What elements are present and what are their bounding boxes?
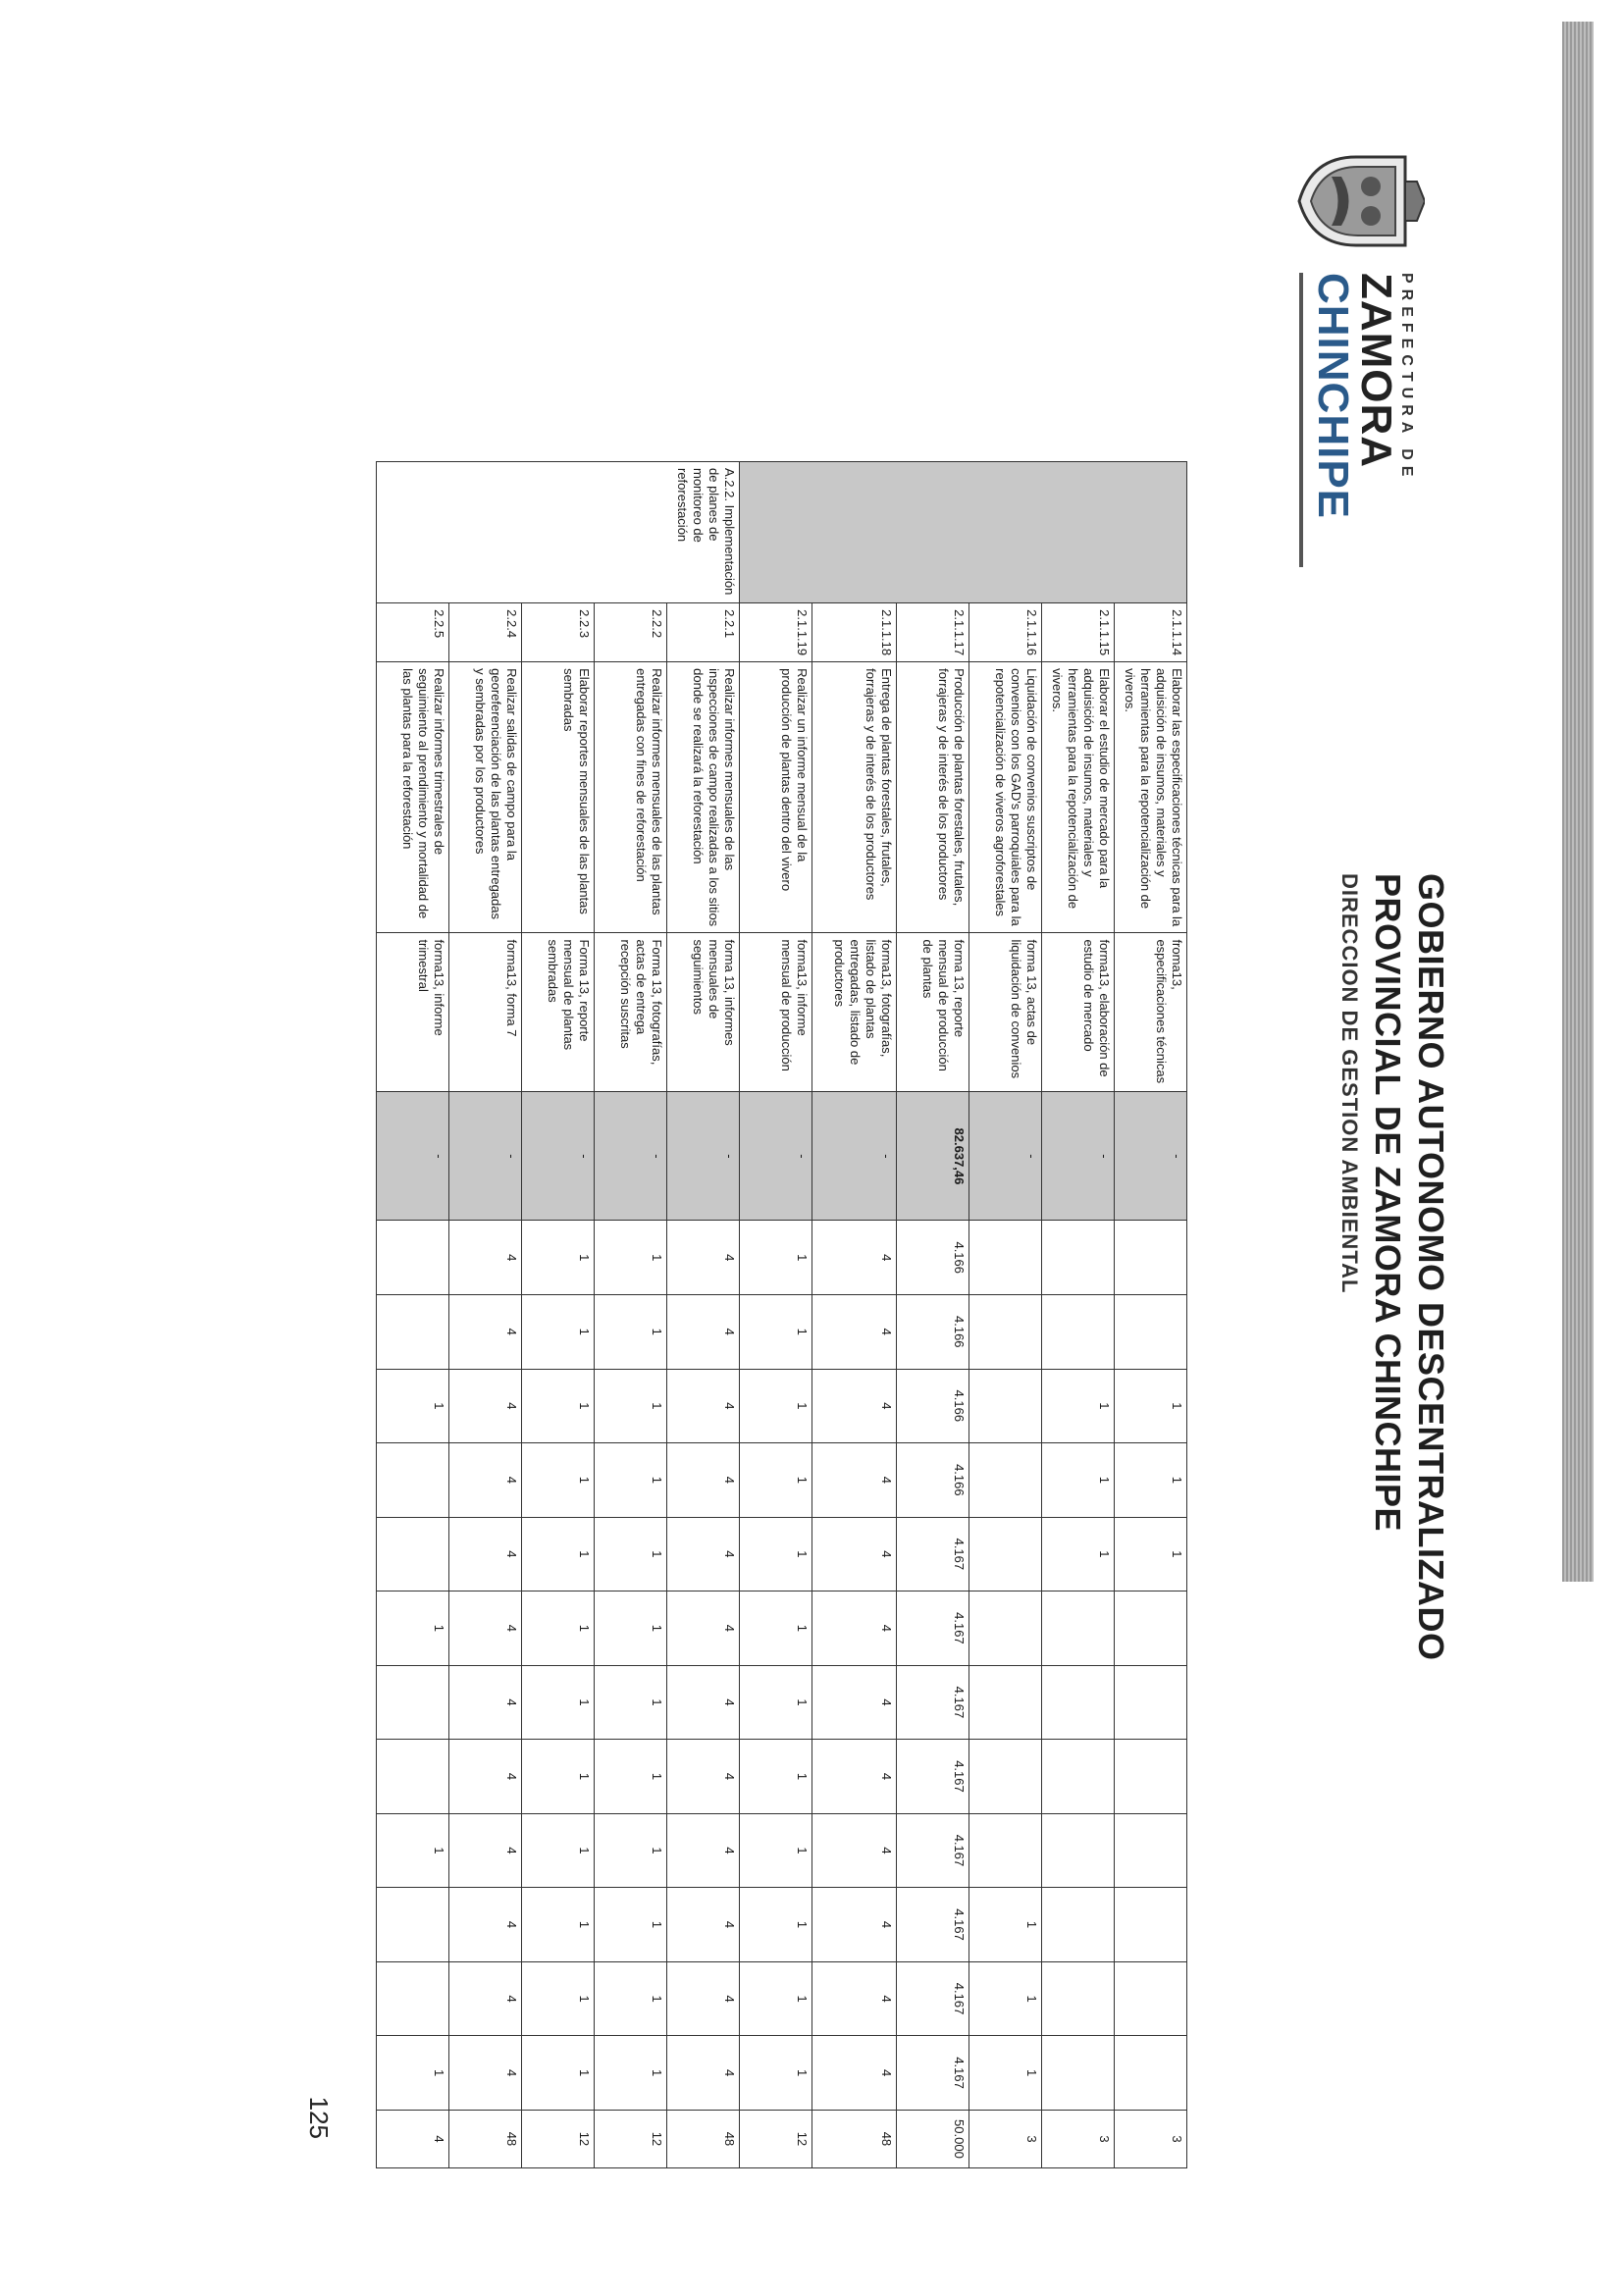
component-gray-cell [740, 462, 1187, 603]
budget-cell: - [812, 1092, 897, 1221]
budget-cell: - [449, 1092, 522, 1221]
month-cell: 4 [812, 1888, 897, 1962]
month-cell: 4.167 [897, 1961, 969, 2036]
month-cell: 4 [449, 2036, 522, 2111]
subtitle: DIRECCION DE GESTION AMBIENTAL [1337, 873, 1362, 1294]
activity-description: Elaborar el estudio de mercado para la adquisición de insumos, materiales y herramientas para la repotencialización de viveros. [1042, 662, 1115, 933]
month-cell [377, 1740, 449, 1814]
month-cell: 1 [522, 1888, 595, 1962]
month-cell: 4 [812, 1443, 897, 1518]
month-cell: 1 [740, 1961, 812, 2036]
verification-means: Forma 13, fotografías, actas de entrega recepción suscritas [595, 933, 667, 1092]
activity-code: 2.2.4 [449, 603, 522, 662]
total-cell: 12 [522, 2110, 595, 2167]
month-cell [377, 1517, 449, 1592]
month-cell: 1 [1042, 1443, 1115, 1518]
month-cell [1042, 1221, 1115, 1295]
month-cell: 1 [740, 1665, 812, 1740]
budget-cell: 82.637,46 [897, 1092, 969, 1221]
month-cell: 4 [667, 1740, 740, 1814]
total-cell: 48 [449, 2110, 522, 2167]
month-cell: 1 [1042, 1369, 1115, 1443]
activity-description: Elaborar reportes mensuales de las plantas sembradas [522, 662, 595, 933]
verification-means: Forma 13, reporte mensual de plantas sembradas [522, 933, 595, 1092]
activity-description: Realizar un informe mensual de la producción de plantas dentro del vivero [740, 662, 812, 933]
month-cell: 4 [812, 1369, 897, 1443]
activity-code: 2.2.5 [377, 603, 449, 662]
month-cell [1042, 1740, 1115, 1814]
month-cell: 1 [740, 1295, 812, 1370]
month-cell: 1 [522, 1295, 595, 1370]
total-cell: 50.000 [897, 2110, 969, 2167]
month-cell: 4 [449, 1295, 522, 1370]
month-cell: 4 [449, 1221, 522, 1295]
month-cell [377, 1295, 449, 1370]
activity-code: 2.2.1 [667, 603, 740, 662]
month-cell: 4 [667, 1221, 740, 1295]
activity-description: Producción de plantas forestales, frutales, forrajeras y de interés de los productores [897, 662, 969, 933]
month-cell: 4.167 [897, 1665, 969, 1740]
budget-cell: - [740, 1092, 812, 1221]
month-cell [1042, 1961, 1115, 2036]
month-cell [1115, 1295, 1187, 1370]
total-cell: 48 [812, 2110, 897, 2167]
verification-means: forma13, elaboración de estudio de mercado [1042, 933, 1115, 1092]
month-cell: 1 [595, 2036, 667, 2111]
prefectura-logo [1248, 147, 1464, 520]
total-cell: 3 [1042, 2110, 1115, 2167]
month-cell: 1 [969, 2036, 1042, 2111]
activity-code: 2.2.3 [522, 603, 595, 662]
activity-code: 2.1.1.17 [897, 603, 969, 662]
month-cell: 1 [522, 1221, 595, 1295]
month-cell [969, 1665, 1042, 1740]
verification-means: froma13, especificaciones técnicas [1115, 933, 1187, 1092]
month-cell: 1 [740, 1888, 812, 1962]
coat-of-arms-icon [1297, 147, 1425, 255]
month-cell [969, 1592, 1042, 1666]
month-cell: 4 [449, 1888, 522, 1962]
month-cell: 4 [449, 1813, 522, 1888]
month-cell: 1 [740, 1221, 812, 1295]
total-cell: 4 [377, 2110, 449, 2167]
total-cell: 12 [595, 2110, 667, 2167]
month-cell: 4.166 [897, 1443, 969, 1518]
month-cell: 1 [595, 1369, 667, 1443]
month-cell: 4 [667, 1888, 740, 1962]
logo-rule [1299, 273, 1303, 567]
month-cell [969, 1740, 1042, 1814]
month-cell: 4 [812, 1295, 897, 1370]
budget-cell: - [667, 1092, 740, 1221]
month-cell: 1 [377, 1813, 449, 1888]
month-cell: 1 [522, 1369, 595, 1443]
logo-line2: CHINCHIPE [1309, 273, 1357, 520]
month-cell: 1 [522, 1813, 595, 1888]
activity-description: Entrega de plantas forestales, frutales, forrajeras y de interés de los productores [812, 662, 897, 933]
month-cell: 1 [595, 1665, 667, 1740]
month-cell [1115, 1592, 1187, 1666]
verification-means: forma 13, informes mensuales de seguimientos [667, 933, 740, 1092]
page-number: 125 [304, 2096, 334, 2139]
activity-description: Realizar informes trimestrales de seguimiento al prendimiento y mortalidad de las plantas para la reforestación [377, 662, 449, 933]
verification-means: forma 13, actas de liquidación de convenios [969, 933, 1042, 1092]
month-cell: 1 [522, 1665, 595, 1740]
month-cell: 1 [740, 1517, 812, 1592]
total-cell: 48 [667, 2110, 740, 2167]
activity-description: Realizar informes mensuales de las plantas entregadas con fines de reforestación [595, 662, 667, 933]
month-cell [1042, 1813, 1115, 1888]
month-cell: 1 [522, 1740, 595, 1814]
budget-cell: - [1042, 1092, 1115, 1221]
month-cell: 1 [595, 1813, 667, 1888]
month-cell: 1 [1115, 1369, 1187, 1443]
month-cell [1115, 1740, 1187, 1814]
activity-code: 2.1.1.18 [812, 603, 897, 662]
table-row [377, 462, 449, 2168]
month-cell: 4 [449, 1592, 522, 1666]
title-line1: GOBIERNO AUTONOMO DESCENTRALIZADO [1411, 873, 1451, 1661]
month-cell: 1 [740, 1813, 812, 1888]
month-cell: 4 [812, 1740, 897, 1814]
month-cell [377, 1221, 449, 1295]
month-cell: 1 [377, 2036, 449, 2111]
month-cell: 1 [522, 2036, 595, 2111]
month-cell [1115, 1813, 1187, 1888]
logo-prefix: PREFECTURA DE [1398, 273, 1415, 483]
month-cell: 4 [667, 1295, 740, 1370]
activity-code: 2.2.2 [595, 603, 667, 662]
month-cell: 4 [812, 1592, 897, 1666]
activity-code: 2.1.1.14 [1115, 603, 1187, 662]
month-cell: 4 [449, 1369, 522, 1443]
month-cell: 1 [595, 1295, 667, 1370]
month-cell: 4 [667, 1665, 740, 1740]
component-label: A.2.2. Implementación de planes de monitoreo de reforestación [377, 462, 740, 603]
month-cell: 1 [595, 1961, 667, 2036]
month-cell: 1 [740, 1592, 812, 1666]
activity-description: Elaborar las especificaciones técnicas para la adquisición de insumos, materiales y herramientas para la repotencialización de viveros. [1115, 662, 1187, 933]
table-row [667, 462, 740, 2168]
document-titles [1336, 873, 1452, 2149]
month-cell: 4 [667, 1369, 740, 1443]
month-cell: 4 [449, 1517, 522, 1592]
budget-cell: - [522, 1092, 595, 1221]
month-cell: 4 [449, 1961, 522, 2036]
month-cell: 4.167 [897, 1888, 969, 1962]
month-cell [1115, 1961, 1187, 2036]
month-cell: 1 [969, 1961, 1042, 2036]
month-cell: 4.167 [897, 1813, 969, 1888]
month-cell: 1 [1042, 1517, 1115, 1592]
month-cell: 1 [1115, 1443, 1187, 1518]
activity-code: 2.1.1.15 [1042, 603, 1115, 662]
verification-means: forma13, informe mensual de producción [740, 933, 812, 1092]
month-cell: 1 [522, 1517, 595, 1592]
month-cell: 4.167 [897, 1740, 969, 1814]
month-cell [1115, 1888, 1187, 1962]
month-cell: 4 [667, 1443, 740, 1518]
month-cell: 4 [667, 1813, 740, 1888]
verification-means: forma13, forma 7 [449, 933, 522, 1092]
month-cell [377, 1443, 449, 1518]
logo-line1: ZAMORA [1352, 273, 1400, 469]
month-cell: 1 [595, 1443, 667, 1518]
month-cell [1042, 1592, 1115, 1666]
month-cell: 4.166 [897, 1295, 969, 1370]
month-cell: 4.167 [897, 2036, 969, 2111]
month-cell [1115, 1665, 1187, 1740]
activity-table [376, 461, 1187, 2168]
month-cell [1042, 2036, 1115, 2111]
month-cell: 1 [595, 1888, 667, 1962]
table-row [595, 462, 667, 2168]
month-cell: 4.166 [897, 1221, 969, 1295]
month-cell: 1 [377, 1592, 449, 1666]
month-cell: 4 [449, 1665, 522, 1740]
scanner-edge-bar [1562, 22, 1594, 1582]
month-cell: 4 [812, 2036, 897, 2111]
month-cell [1042, 1295, 1115, 1370]
month-cell: 1 [595, 1592, 667, 1666]
month-cell [1115, 1221, 1187, 1295]
month-cell [377, 1665, 449, 1740]
month-cell [969, 1369, 1042, 1443]
month-cell: 4.167 [897, 1592, 969, 1666]
table-row [1042, 462, 1115, 2168]
month-cell: 4 [667, 2036, 740, 2111]
month-cell [969, 1295, 1042, 1370]
month-cell: 4 [449, 1740, 522, 1814]
month-cell: 1 [595, 1740, 667, 1814]
activity-description: Realizar salidas de campo para la georeferenciación de las plantas entregadas y sembradas por los productores [449, 662, 522, 933]
month-cell: 4 [812, 1961, 897, 2036]
table-row [969, 462, 1042, 2168]
total-cell: 3 [969, 2110, 1042, 2167]
table-row [812, 462, 897, 2168]
month-cell: 1 [740, 1443, 812, 1518]
table-row [897, 462, 969, 2168]
title-line2: PROVINCIAL DE ZAMORA CHINCHIPE [1368, 873, 1408, 1533]
month-cell [969, 1517, 1042, 1592]
month-cell: 1 [522, 1592, 595, 1666]
page-header [1227, 128, 1482, 2168]
month-cell [1042, 1665, 1115, 1740]
month-cell: 1 [1115, 1517, 1187, 1592]
activity-code: 2.1.1.16 [969, 603, 1042, 662]
month-cell [377, 1961, 449, 2036]
month-cell: 4 [812, 1665, 897, 1740]
activity-description: Liquidación de convenios suscriptos de convenios con los GAD's parroquiales para la repotencialización de viveros agroforestales [969, 662, 1042, 933]
activity-description: Realizar informes mensuales de las inspecciones de campo realizadas a los sitios donde se realizará la reforestación [667, 662, 740, 933]
month-cell: 4 [812, 1813, 897, 1888]
verification-means: forma13, informe trimestral [377, 933, 449, 1092]
table-row [522, 462, 595, 2168]
activity-code: 2.1.1.19 [740, 603, 812, 662]
month-cell: 1 [969, 1888, 1042, 1962]
table-row [740, 462, 812, 2168]
month-cell: 1 [595, 1221, 667, 1295]
month-cell [969, 1813, 1042, 1888]
total-cell: 12 [740, 2110, 812, 2167]
month-cell: 4 [449, 1443, 522, 1518]
verification-means: forma 13, reporte mensual de producción de plantas [897, 933, 969, 1092]
month-cell: 1 [377, 1369, 449, 1443]
verification-means: forma13, fotografías, listado de plantas entregadas, listado de productores [812, 933, 897, 1092]
budget-cell: - [969, 1092, 1042, 1221]
budget-cell: - [377, 1092, 449, 1221]
month-cell: 1 [740, 1369, 812, 1443]
month-cell [969, 1221, 1042, 1295]
month-cell: 1 [522, 1443, 595, 1518]
month-cell: 1 [595, 1517, 667, 1592]
budget-cell: - [595, 1092, 667, 1221]
month-cell: 4 [667, 1592, 740, 1666]
month-cell: 1 [740, 2036, 812, 2111]
month-cell [969, 1443, 1042, 1518]
month-cell [1115, 2036, 1187, 2111]
month-cell: 1 [740, 1740, 812, 1814]
month-cell: 1 [522, 1961, 595, 2036]
month-cell: 4 [667, 1961, 740, 2036]
month-cell: 4.167 [897, 1517, 969, 1592]
month-cell: 4.166 [897, 1369, 969, 1443]
table-row [1115, 462, 1187, 2168]
budget-cell: - [1115, 1092, 1187, 1221]
month-cell: 4 [812, 1517, 897, 1592]
rotated-page [236, 128, 1482, 2168]
month-cell: 4 [667, 1517, 740, 1592]
month-cell: 4 [812, 1221, 897, 1295]
table-row [449, 462, 522, 2168]
month-cell [1042, 1888, 1115, 1962]
total-cell: 3 [1115, 2110, 1187, 2167]
month-cell [377, 1888, 449, 1962]
